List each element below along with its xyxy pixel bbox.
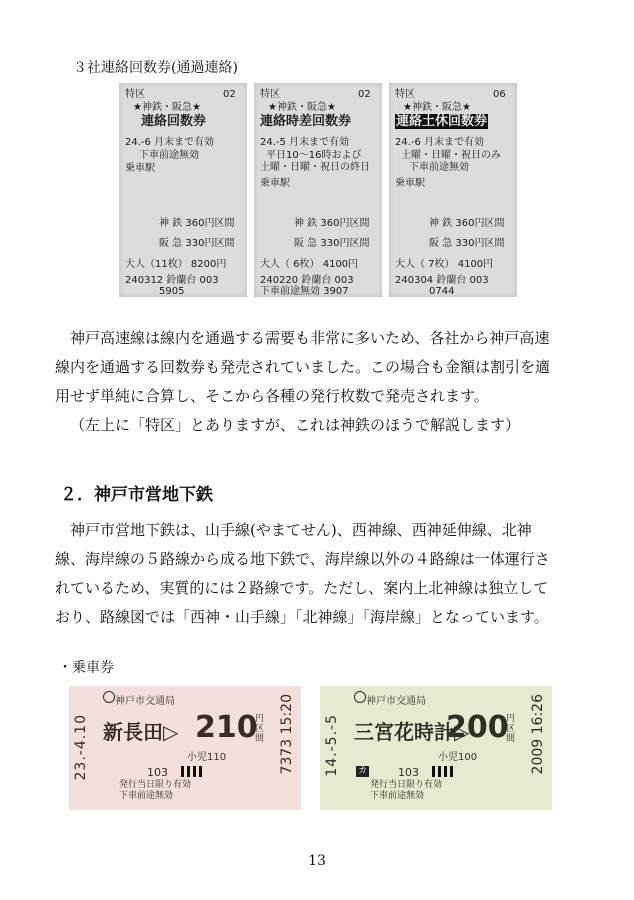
ticket-count: 大人（ 7枚） 4100円 <box>395 259 494 270</box>
ticket-issue: 240220 鈴蘭台 003 <box>260 275 354 286</box>
ticket-fare: 阪 急 330円区間 <box>429 238 505 249</box>
ticket-station: 乗車駅 <box>260 178 290 189</box>
ticket-type: 連絡土休回数券 <box>396 114 488 129</box>
ticket-type: 連絡回数券 <box>141 114 207 129</box>
ticket-code: 02 <box>223 89 236 100</box>
ticket-rail: ★神鉄・阪急★ <box>268 102 336 113</box>
ticket-station: 新長田▷ <box>103 720 179 744</box>
ticket-corner: 特区 <box>125 89 145 100</box>
validity-line: 下車前途無効 <box>370 791 425 801</box>
section-heading: ２．神戸市営地下鉄 <box>60 485 213 505</box>
ticket-date: 23.-4.10 <box>73 714 89 781</box>
ticket-expiry: 24.-6 月末まで有効 <box>395 137 485 148</box>
ticket-stamp: カ <box>357 766 367 776</box>
ticket-issuer: 神戸市交通局 <box>115 696 175 707</box>
ticket-corner: 特区 <box>395 89 415 100</box>
ticket-fare: 阪 急 330円区間 <box>159 238 235 249</box>
bullet-item: ・乗車券 <box>58 660 114 676</box>
ticket-note: 平日10～16時および <box>266 150 362 161</box>
ticket-serial: 5905 <box>159 286 185 297</box>
ticket-child-fare: 小児100 <box>438 752 478 763</box>
paragraph-line: 線内を通過する回数券も発売されていました。この場合も金額は割引を適 <box>55 358 551 376</box>
validity-line: 下車前途無効 <box>119 791 174 801</box>
ticket-child-fare: 小児110 <box>187 752 227 763</box>
ticket-fare: 神 鉄 360円区間 <box>294 218 370 229</box>
ticket-expiry: 24.-6 月末まで有効 <box>125 137 215 148</box>
ticket-issuer: 神戸市交通局 <box>366 696 426 707</box>
ticket-serial: 下車前途無効 3907 <box>260 286 349 297</box>
ticket-note: 下車前途無効 <box>139 150 199 161</box>
ticket-corner: 特区 <box>260 89 280 100</box>
validity-line: 発行当日限り有効 <box>370 780 443 790</box>
ticket-station: 乗車駅 <box>395 178 425 189</box>
ticket-validity <box>119 780 191 802</box>
ticket-fare: 阪 急 330円区間 <box>294 238 370 249</box>
ticket-fare: 200 <box>446 710 509 745</box>
paragraph-line: おり、路線図では「西神・山手線」「北神線」「海岸線」となっています。 <box>55 608 549 626</box>
ticket-note: 土曜・日曜・祝日のみ <box>401 150 501 161</box>
coupon-ticket-3 <box>389 83 517 297</box>
page-number: 13 <box>308 853 326 869</box>
ticket-rail: ★神鉄・阪急★ <box>403 102 471 113</box>
subway-ticket-2 <box>320 686 552 810</box>
section-caption: ３社連絡回数券(通過連絡) <box>73 60 238 76</box>
ticket-serial: 2009 16:26 <box>530 694 546 775</box>
ticket-station: 乗車駅 <box>125 163 155 174</box>
ticket-number: 103 <box>398 766 419 779</box>
ticket-count: 大人（ 6枚） 4100円 <box>260 259 359 270</box>
ticket-fare: 210 <box>195 710 258 745</box>
ticket-note: 下車前途無効 <box>409 162 469 173</box>
punch-marks <box>432 766 454 777</box>
ticket-date: 14.-5.-5 <box>324 714 340 777</box>
paragraph-line: 神戸市営地下鉄は、山手線(やまてせん)、西神線、西神延伸線、北神 <box>70 521 532 539</box>
transit-logo-icon <box>103 691 115 703</box>
punch-marks <box>181 766 203 777</box>
ticket-validity <box>370 780 442 802</box>
ticket-note: 土曜・日曜・祝日の終日 <box>260 162 370 173</box>
ticket-expiry: 24.-5 月末まで有効 <box>260 137 350 148</box>
coupon-ticket-1 <box>119 83 247 297</box>
ticket-code: 06 <box>493 89 506 100</box>
ticket-yen-label: 円区間 <box>506 714 516 744</box>
paragraph-line: 神戸高速線は線内を通過する需要も非常に多いため、各社から神戸高速 <box>70 329 550 347</box>
ticket-rail: ★神鉄・阪急★ <box>133 102 201 113</box>
subway-ticket-1 <box>69 686 301 810</box>
ticket-count: 大人（11枚） 8200円 <box>125 259 227 270</box>
coupon-ticket-2 <box>254 83 382 297</box>
ticket-fare: 神 鉄 360円区間 <box>159 218 235 229</box>
ticket-station: 三宮花時計▷ <box>354 720 470 744</box>
ticket-yen-label: 円区間 <box>255 714 265 744</box>
paragraph-line: 線、海岸線の５路線から成る地下鉄で、海岸線以外の４路線は一体運行さ <box>55 550 550 568</box>
paragraph-1 <box>55 324 585 440</box>
ticket-type: 連絡時差回数券 <box>260 114 352 129</box>
paragraph-line: れているため、実質的には２路線です。ただし、案内上北神線は独立して <box>55 579 549 597</box>
paragraph-2 <box>55 516 585 632</box>
ticket-issue: 240312 鈴蘭台 003 <box>125 275 219 286</box>
ticket-code: 02 <box>358 89 371 100</box>
paragraph-line: （左上に「特区」とありますが、これは神鉄のほうで解説します） <box>70 416 521 434</box>
ticket-serial: 0744 <box>429 286 455 297</box>
transit-logo-icon <box>354 691 366 703</box>
ticket-number: 103 <box>147 766 168 779</box>
ticket-serial: 7373 15:20 <box>279 694 295 775</box>
ticket-fare: 神 鉄 360円区間 <box>429 218 505 229</box>
validity-line: 発行当日限り有効 <box>119 780 192 790</box>
ticket-issue: 240304 鈴蘭台 003 <box>395 275 489 286</box>
paragraph-line: 用せず単純に合算し、そこから各種の発行枚数で発売されます。 <box>55 387 489 405</box>
